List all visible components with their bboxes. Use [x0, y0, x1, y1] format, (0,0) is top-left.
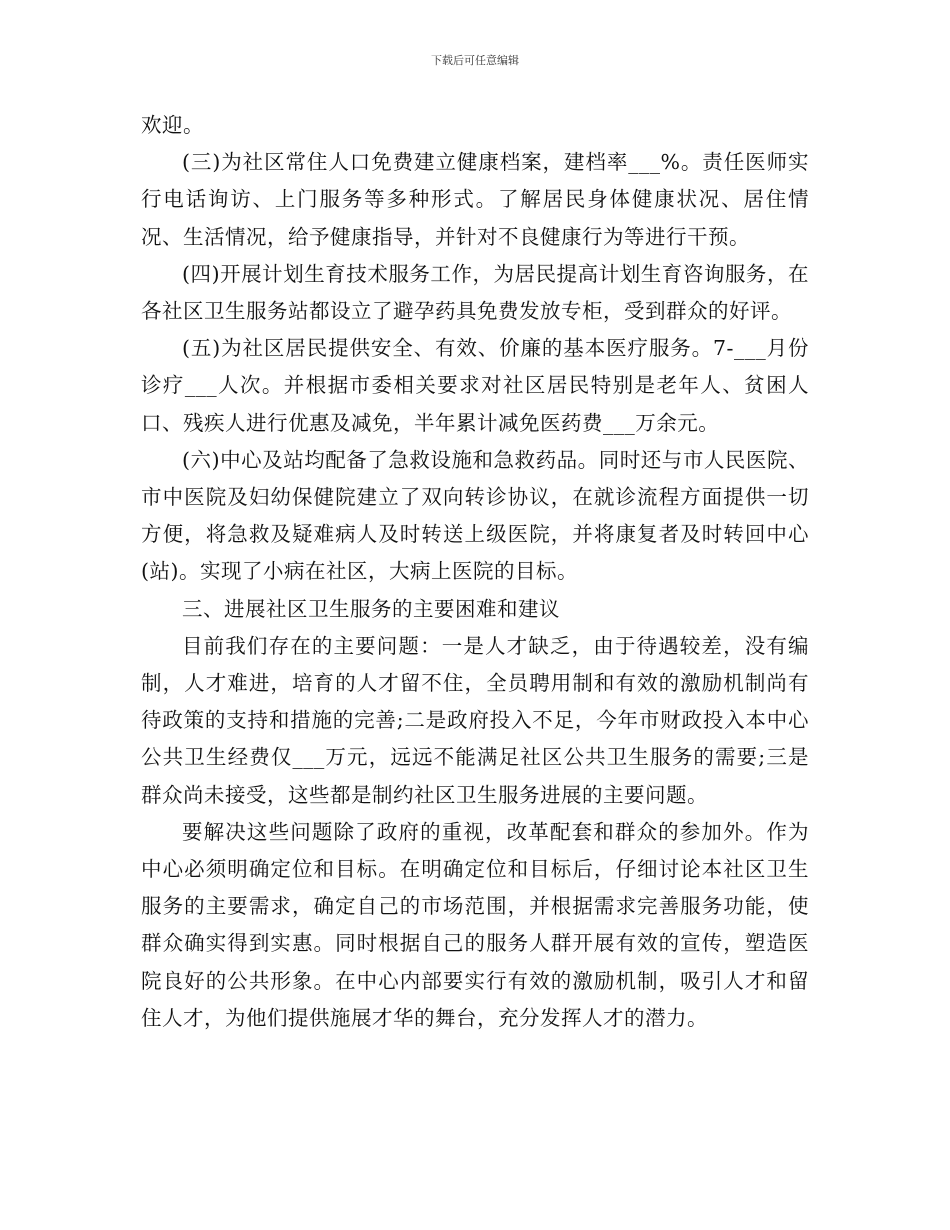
paragraph-family-planning: (四)开展计划生育技术服务工作，为居民提高计划生育咨询服务，在各社区卫生服务站都设立了避孕药具免费发放专柜，受到群众的好评。	[141, 261, 809, 324]
paragraph-solutions: 要解决这些问题除了政府的重视，改革配套和群众的参加外。作为中心必须明确定位和目标。在明确定位和目标后，仔细讨论本社区卫生服务的主要需求，确定自己的市场范围，并根据需求完善服务功能，使群众确实得到实惠。同时根据自己的服务人群开展有效的宣传，塑造医院良好的公共形象。在中心内部要实行有效的激励机制，吸引人才和留住人才，为他们提供施展才华的舞台，充分发挥人才的潜力。	[141, 819, 809, 1030]
paragraph-main-problems: 目前我们存在的主要问题：一是人才缺乏，由于待遇较差，没有编制，人才难进，培育的人才留不住，全员聘用制和有效的激励机制尚有待政策的支持和措施的完善;二是政府投入不足，今年市财政投入本中心公共卫生经费仅___万元，远远不能满足社区公共卫生服务的需要;三是群众尚未接受，这些都是制约社区卫生服务进展的主要问题。	[141, 633, 809, 807]
section-heading-difficulties: 三、进展社区卫生服务的主要困难和建议	[182, 596, 560, 621]
paragraph-medical-services: (五)为社区居民提供安全、有效、价廉的基本医疗服务。7-___月份诊疗___人次。并根据市委相关要求对社区居民特别是老年人、贫困人口、残疾人进行优惠及减免，半年累计减免医药费___万余元。	[141, 336, 809, 435]
paragraph-emergency: (六)中心及站均配备了急救设施和急救药品。同时还与市人民医院、市中医院及妇幼保健院建立了双向转诊协议，在就诊流程方面提供一切方便，将急救及疑难病人及时转送上级医院，并将康复者及时转回中心(站)。实现了小病在社区，大病上医院的目标。	[141, 447, 809, 584]
document-body	[141, 107, 809, 1037]
paragraph-health-records: (三)为社区常住人口免费建立健康档案，建档率___%。责任医师实行电话询访、上门服务等多种形式。了解居民身体健康状况、居住情况、生活情况，给予健康指导，并针对不良健康行为等进行干预。	[141, 150, 809, 249]
page-header-note: 下载后可任意编辑	[431, 54, 519, 67]
paragraph-continuation: 欢迎。	[141, 113, 204, 137]
